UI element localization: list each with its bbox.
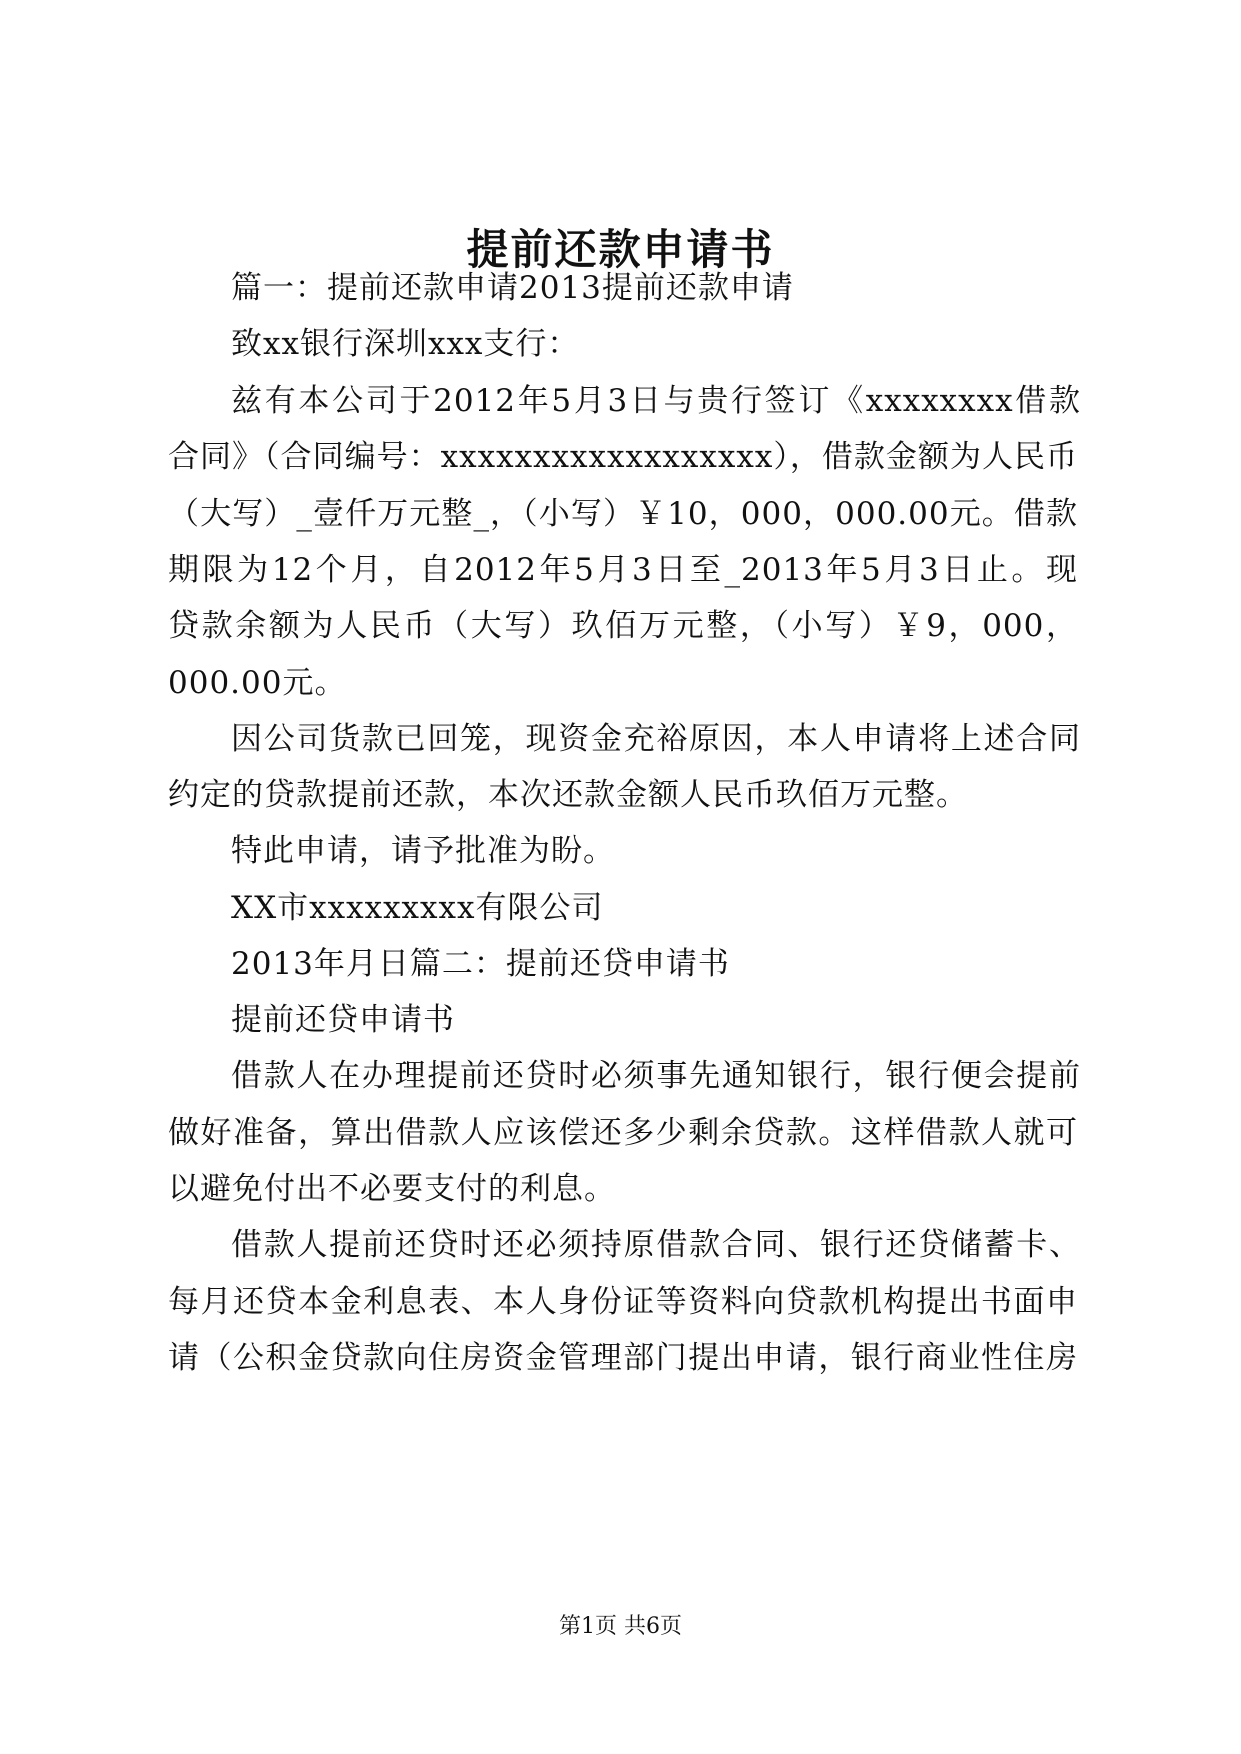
page-number-footer: 第1页 共6页 bbox=[559, 1614, 682, 1639]
body-line: 兹有本公司于2012年5月3日与贵行签订《xxxxxxxx借款 bbox=[231, 383, 1081, 419]
company-signature: XX市xxxxxxxxx有限公司 bbox=[231, 890, 604, 926]
body-line: 000.00元。 bbox=[168, 665, 347, 701]
section-subtitle: 提前还贷申请书 bbox=[231, 1002, 455, 1038]
section-heading-1: 篇一：提前还款申请2013提前还款申请 bbox=[231, 270, 794, 306]
body-line: 期限为12个月，自2012年5月3日至_2013年5月3日止。现 bbox=[168, 552, 1078, 588]
document-title: 提前还款申请书 bbox=[466, 225, 775, 274]
body-line: 因公司货款已回笼，现资金充裕原因，本人申请将上述合同 bbox=[231, 721, 1081, 757]
date-and-section-heading-2: 2013年月日篇二：提前还贷申请书 bbox=[231, 946, 730, 982]
body-line: 约定的贷款提前还款，本次还款金额人民币玖佰万元整。 bbox=[168, 777, 968, 813]
body-line: 以避免付出不必要支付的利息。 bbox=[168, 1171, 616, 1207]
body-line: 借款人在办理提前还贷时必须事先通知银行，银行便会提前 bbox=[231, 1058, 1081, 1094]
body-line: 每月还贷本金利息表、本人身份证等资料向贷款机构提出书面申 bbox=[168, 1284, 1078, 1320]
body-line: （大写）_壹仟万元整_，（小写）￥10，000，000.00元。借款 bbox=[168, 496, 1078, 532]
closing-line: 特此申请，请予批准为盼。 bbox=[231, 833, 615, 869]
body-line: 合同》（合同编号：xxxxxxxxxxxxxxxxxx），借款金额为人民币 bbox=[168, 439, 1078, 475]
body-line: 贷款余额为人民币（大写）玖佰万元整，（小写）￥9，000， bbox=[168, 608, 1078, 644]
body-line: 做好准备，算出借款人应该偿还多少剩余贷款。这样借款人就可 bbox=[168, 1115, 1078, 1151]
body-line: 借款人提前还贷时还必须持原借款合同、银行还贷储蓄卡、 bbox=[231, 1227, 1081, 1263]
body-line: 请（公积金贷款向住房资金管理部门提出申请，银行商业性住房 bbox=[168, 1340, 1078, 1376]
addressee-line: 致xx银行深圳xxx支行： bbox=[231, 326, 580, 362]
